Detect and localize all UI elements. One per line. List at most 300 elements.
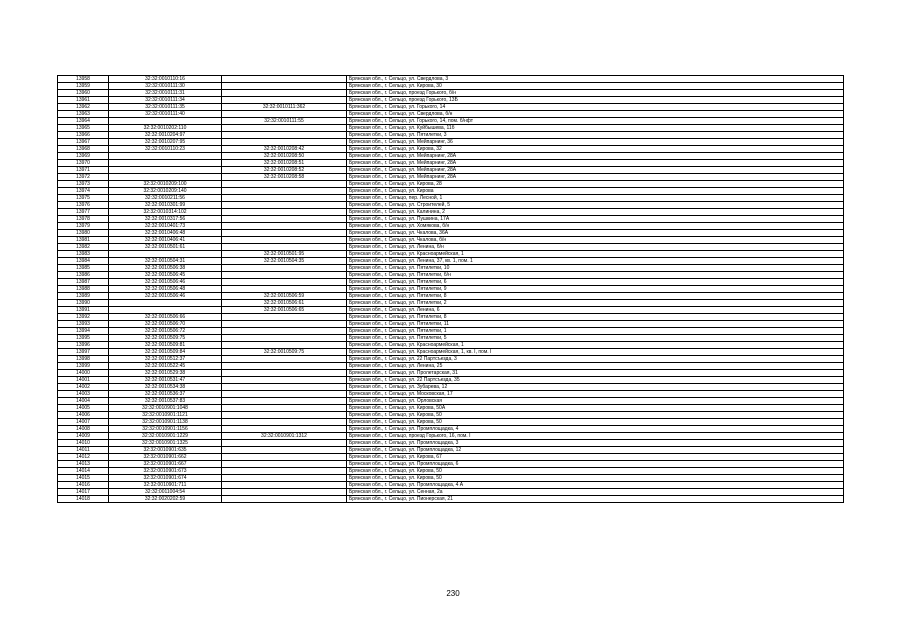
cadastral-number-cell: 32:32:0011004:54 bbox=[109, 489, 222, 496]
cadastral-number-cell: 32:32:0010401:73 bbox=[109, 223, 222, 230]
table-row bbox=[58, 468, 844, 475]
address-cell: Брянская обл., г. Сельцо, проезд Горького, 13Б bbox=[347, 97, 844, 104]
cadastral-number-cell: 32:32:0010901:1121 bbox=[109, 412, 222, 419]
cadastral-number-cell: 32:32:0010534:38 bbox=[109, 384, 222, 391]
row-number-cell: 14015 bbox=[58, 475, 109, 482]
address-cell: Брянская обл., г. Сельцо, ул. Промплощадка, 3 bbox=[347, 440, 844, 447]
table-row bbox=[58, 104, 844, 111]
table-row bbox=[58, 139, 844, 146]
table-row bbox=[58, 195, 844, 202]
address-cell: Брянская обл., г. Сельцо, ул. Зубарева, 12 bbox=[347, 384, 844, 391]
address-cell: Брянская обл., г. Сельцо, ул. Промплощадка, 4 bbox=[347, 426, 844, 433]
cadastral-number-cell: 32:32:0010512:37 bbox=[109, 356, 222, 363]
related-cadastral-number-cell bbox=[222, 216, 347, 223]
table-row bbox=[58, 454, 844, 461]
related-cadastral-number-cell bbox=[222, 244, 347, 251]
related-cadastral-number-cell bbox=[222, 83, 347, 90]
cadastral-number-cell bbox=[109, 160, 222, 167]
related-cadastral-number-cell: 32:32:0010208:58 bbox=[222, 174, 347, 181]
table-row bbox=[58, 419, 844, 426]
row-number-cell: 14012 bbox=[58, 454, 109, 461]
table-row bbox=[58, 125, 844, 132]
address-cell: Брянская обл., г. Сельцо, ул. Свердлова, 3 bbox=[347, 76, 844, 83]
row-number-cell: 14011 bbox=[58, 447, 109, 454]
related-cadastral-number-cell: 32:32:0010208:51 bbox=[222, 160, 347, 167]
cadastral-number-cell: 32:32:0010207:95 bbox=[109, 139, 222, 146]
related-cadastral-number-cell bbox=[222, 426, 347, 433]
address-cell: Брянская обл., г. Сельцо, ул. Кирова, 50 bbox=[347, 475, 844, 482]
table-row bbox=[58, 356, 844, 363]
row-number-cell: 14014 bbox=[58, 468, 109, 475]
table-row bbox=[58, 496, 844, 503]
row-number-cell: 13960 bbox=[58, 90, 109, 97]
related-cadastral-number-cell bbox=[222, 391, 347, 398]
cadastral-number-cell: 32:32:0010509:75 bbox=[109, 335, 222, 342]
address-cell: Брянская обл., г. Сельцо, ул. Пятилетки, 3 bbox=[347, 132, 844, 139]
related-cadastral-number-cell: 32:32:0010509:75 bbox=[222, 349, 347, 356]
row-number-cell: 13975 bbox=[58, 195, 109, 202]
address-cell: Брянская обл., г. Сельцо, ул. Кирова, 28 bbox=[347, 181, 844, 188]
related-cadastral-number-cell: 32:32:0010111:55 bbox=[222, 118, 347, 125]
related-cadastral-number-cell bbox=[222, 76, 347, 83]
cadastral-number-cell: 32:32:0010901:662 bbox=[109, 454, 222, 461]
related-cadastral-number-cell: 32:32:0010208:52 bbox=[222, 167, 347, 174]
table-row bbox=[58, 118, 844, 125]
address-cell: Брянская обл., г. Сельцо, ул. Ленина, б/н bbox=[347, 244, 844, 251]
row-number-cell: 13976 bbox=[58, 202, 109, 209]
table-row bbox=[58, 160, 844, 167]
table-row bbox=[58, 377, 844, 384]
row-number-cell: 13962 bbox=[58, 104, 109, 111]
address-cell: Брянская обл., г. Сельцо, ул. Красноармейская, 1, кв. I, пом. I bbox=[347, 349, 844, 356]
address-cell: Брянская обл., г. Сельцо, ул. 22 Партсъезда, 3 bbox=[347, 356, 844, 363]
related-cadastral-number-cell bbox=[222, 209, 347, 216]
cadastral-number-cell: 32:32:0010901:1138 bbox=[109, 419, 222, 426]
cadastral-number-cell: 32:32:0010901:1156 bbox=[109, 426, 222, 433]
table-row bbox=[58, 167, 844, 174]
row-number-cell: 13988 bbox=[58, 286, 109, 293]
row-number-cell: 13971 bbox=[58, 167, 109, 174]
table-row bbox=[58, 447, 844, 454]
address-cell: Брянская обл., г. Сельцо, ул. Хомякова, б/н bbox=[347, 223, 844, 230]
related-cadastral-number-cell bbox=[222, 237, 347, 244]
related-cadastral-number-cell bbox=[222, 195, 347, 202]
related-cadastral-number-cell bbox=[222, 97, 347, 104]
table-row bbox=[58, 230, 844, 237]
row-number-cell: 13980 bbox=[58, 230, 109, 237]
table-row bbox=[58, 188, 844, 195]
row-number-cell: 14016 bbox=[58, 482, 109, 489]
address-cell: Брянская обл., г. Сельцо, проезд Горького, 16, пом. I bbox=[347, 433, 844, 440]
address-cell: Брянская обл., г. Сельцо, ул. Пятилетки, 9 bbox=[347, 286, 844, 293]
table-row bbox=[58, 482, 844, 489]
related-cadastral-number-cell bbox=[222, 335, 347, 342]
table-row bbox=[58, 132, 844, 139]
table-row bbox=[58, 237, 844, 244]
related-cadastral-number-cell bbox=[222, 202, 347, 209]
related-cadastral-number-cell bbox=[222, 321, 347, 328]
row-number-cell: 14013 bbox=[58, 461, 109, 468]
address-cell: Брянская обл., г. Сельцо, ул. Кирова, 67 bbox=[347, 454, 844, 461]
address-cell: Брянская обл., г. Сельцо, ул. Чкалова, 36А bbox=[347, 230, 844, 237]
cadastral-number-cell: 32:32:0010506:45 bbox=[109, 272, 222, 279]
cadastral-number-cell: 32:32:0010529:38 bbox=[109, 370, 222, 377]
cadastral-number-cell: 32:32:0010406:41 bbox=[109, 237, 222, 244]
row-number-cell: 13977 bbox=[58, 209, 109, 216]
address-cell: Брянская обл., г. Сельцо, ул. Пионерская, 21 bbox=[347, 496, 844, 503]
address-cell: Брянская обл., г. Сельцо, ул. Пятилетки, 5 bbox=[347, 335, 844, 342]
related-cadastral-number-cell bbox=[222, 265, 347, 272]
row-number-cell: 13970 bbox=[58, 160, 109, 167]
table-row bbox=[58, 426, 844, 433]
address-cell: Брянская обл., г. Сельцо, ул. Пятилетки, 6 bbox=[347, 279, 844, 286]
row-number-cell: 13978 bbox=[58, 216, 109, 223]
row-number-cell: 13965 bbox=[58, 125, 109, 132]
address-cell: Брянская обл., г. Сельцо, ул. Пятилетки, б/н bbox=[347, 272, 844, 279]
address-cell: Брянская обл., г. Сельцо, ул. Пятилетки, 8 bbox=[347, 293, 844, 300]
related-cadastral-number-cell: 32:32:0010208:42 bbox=[222, 146, 347, 153]
cadastral-number-cell: 32:32:0010901:1325 bbox=[109, 440, 222, 447]
table-row bbox=[58, 335, 844, 342]
cadastral-number-cell: 32:32:0010901:1229 bbox=[109, 433, 222, 440]
related-cadastral-number-cell bbox=[222, 139, 347, 146]
cadastral-number-cell bbox=[109, 153, 222, 160]
address-cell: Брянская обл., г. Сельцо, ул. Мейпарнинг, 28А bbox=[347, 167, 844, 174]
related-cadastral-number-cell bbox=[222, 356, 347, 363]
address-cell: Брянская обл., г. Сельцо, ул. Ленина, 25 bbox=[347, 363, 844, 370]
row-number-cell: 13987 bbox=[58, 279, 109, 286]
related-cadastral-number-cell bbox=[222, 377, 347, 384]
cadastral-number-cell: 32:32:0010111:34 bbox=[109, 97, 222, 104]
related-cadastral-number-cell bbox=[222, 363, 347, 370]
table-row bbox=[58, 412, 844, 419]
table-row bbox=[58, 321, 844, 328]
related-cadastral-number-cell bbox=[222, 475, 347, 482]
address-cell: Брянская обл., г. Сельцо, ул. Калинина, 2 bbox=[347, 209, 844, 216]
row-number-cell: 13979 bbox=[58, 223, 109, 230]
table-row bbox=[58, 384, 844, 391]
cadastral-number-cell: 32:32:0010901:667 bbox=[109, 461, 222, 468]
cadastral-number-cell: 32:32:0010111:40 bbox=[109, 111, 222, 118]
table-row bbox=[58, 461, 844, 468]
row-number-cell: 13964 bbox=[58, 118, 109, 125]
related-cadastral-number-cell bbox=[222, 125, 347, 132]
row-number-cell: 13995 bbox=[58, 335, 109, 342]
table-row bbox=[58, 405, 844, 412]
table-row bbox=[58, 265, 844, 272]
address-cell: Брянская обл., г. Сельцо, ул. Промплощадка, 4 А bbox=[347, 482, 844, 489]
row-number-cell: 13985 bbox=[58, 265, 109, 272]
row-number-cell: 13961 bbox=[58, 97, 109, 104]
cadastral-number-cell: 32:32:0010901:1048 bbox=[109, 405, 222, 412]
related-cadastral-number-cell bbox=[222, 272, 347, 279]
related-cadastral-number-cell bbox=[222, 405, 347, 412]
address-cell: Брянская обл., г. Сельцо, ул. Красноармейская, 1 bbox=[347, 251, 844, 258]
address-cell: Брянская обл., г. Сельцо, ул. Горького, 14 bbox=[347, 104, 844, 111]
cadastral-number-cell: 32:32:0010506:72 bbox=[109, 328, 222, 335]
related-cadastral-number-cell bbox=[222, 111, 347, 118]
cadastral-number-cell: 32:32:0010901:635 bbox=[109, 447, 222, 454]
address-cell: Брянская обл., г. Сельцо, ул. Кирова, 32 bbox=[347, 146, 844, 153]
row-number-cell: 14017 bbox=[58, 489, 109, 496]
related-cadastral-number-cell bbox=[222, 419, 347, 426]
cadastral-number-cell: 32:32:0010506:48 bbox=[109, 286, 222, 293]
row-number-cell: 13973 bbox=[58, 181, 109, 188]
related-cadastral-number-cell bbox=[222, 489, 347, 496]
row-number-cell: 14008 bbox=[58, 426, 109, 433]
table-row bbox=[58, 293, 844, 300]
row-number-cell: 14018 bbox=[58, 496, 109, 503]
row-number-cell: 13991 bbox=[58, 307, 109, 314]
related-cadastral-number-cell bbox=[222, 447, 347, 454]
table-row bbox=[58, 489, 844, 496]
address-cell: Брянская обл., г. Сельцо, ул. Горького, 14, пом. б/нфт bbox=[347, 118, 844, 125]
table-row bbox=[58, 216, 844, 223]
address-cell: Брянская обл., г. Сельцо, ул. Сенная, 2а bbox=[347, 489, 844, 496]
related-cadastral-number-cell bbox=[222, 132, 347, 139]
row-number-cell: 14009 bbox=[58, 433, 109, 440]
cadastral-number-cell bbox=[109, 300, 222, 307]
address-cell: Брянская обл., г. Сельцо, ул. Строителей, 5 bbox=[347, 202, 844, 209]
address-cell: Брянская обл., г. Сельцо, ул. Пятилетки, 10 bbox=[347, 265, 844, 272]
row-number-cell: 13993 bbox=[58, 321, 109, 328]
table-row bbox=[58, 314, 844, 321]
related-cadastral-number-cell: 32:32:0010901:1312 bbox=[222, 433, 347, 440]
cadastral-number-cell: 32:32:0010111:31 bbox=[109, 90, 222, 97]
address-cell: Брянская обл., г. Сельцо, ул. Кирова, 50 bbox=[347, 468, 844, 475]
address-cell: Брянская обл., г. Сельцо, ул. Куйбышева, 11б bbox=[347, 125, 844, 132]
cadastral-number-cell bbox=[109, 167, 222, 174]
row-number-cell: 13958 bbox=[58, 76, 109, 83]
related-cadastral-number-cell bbox=[222, 412, 347, 419]
address-cell: Брянская обл., г. Сельцо, проезд Горького, б/н bbox=[347, 90, 844, 97]
table-row bbox=[58, 153, 844, 160]
row-number-cell: 13989 bbox=[58, 293, 109, 300]
related-cadastral-number-cell bbox=[222, 342, 347, 349]
related-cadastral-number-cell: 32:32:0010506:61 bbox=[222, 300, 347, 307]
table-row bbox=[58, 97, 844, 104]
table-row bbox=[58, 349, 844, 356]
related-cadastral-number-cell bbox=[222, 461, 347, 468]
related-cadastral-number-cell bbox=[222, 440, 347, 447]
table-row bbox=[58, 258, 844, 265]
cadastral-number-cell: 32:32:0010531:47 bbox=[109, 377, 222, 384]
address-cell: Брянская обл., г. Сельцо, ул. 22 Партсъезда, 35 bbox=[347, 377, 844, 384]
row-number-cell: 13981 bbox=[58, 237, 109, 244]
row-number-cell: 14005 bbox=[58, 405, 109, 412]
address-cell: Брянская обл., г. Сельцо, ул. Мейпарнинг, 28А bbox=[347, 153, 844, 160]
table-row bbox=[58, 398, 844, 405]
cadastral-number-cell: 32:32:0010537:83 bbox=[109, 398, 222, 405]
table-row bbox=[58, 209, 844, 216]
cadastral-number-cell bbox=[109, 307, 222, 314]
address-cell: Брянская обл., г. Сельцо, ул. Пятилетки, 11 bbox=[347, 321, 844, 328]
cadastral-number-cell: 32:32:0010522:45 bbox=[109, 363, 222, 370]
row-number-cell: 13990 bbox=[58, 300, 109, 307]
related-cadastral-number-cell: 32:32:0010504:35 bbox=[222, 258, 347, 265]
table-row bbox=[58, 272, 844, 279]
address-cell: Брянская обл., г. Сельцо, ул. Кирова, 50 bbox=[347, 419, 844, 426]
row-number-cell: 13994 bbox=[58, 328, 109, 335]
address-cell: Брянская обл., г. Сельцо, ул. Мейпарнинг, 36 bbox=[347, 139, 844, 146]
related-cadastral-number-cell: 32:32:0010506:59 bbox=[222, 293, 347, 300]
cadastral-number-cell: 32:32:0010204:97 bbox=[109, 132, 222, 139]
row-number-cell: 13983 bbox=[58, 251, 109, 258]
address-cell: Брянская обл., г. Сельцо, ул. Пятилетки, 8 bbox=[347, 314, 844, 321]
cadastral-number-cell: 32:32:0010509:81 bbox=[109, 342, 222, 349]
related-cadastral-number-cell: 32:32:0010501:95 bbox=[222, 251, 347, 258]
cadastral-number-cell: 32:32:0020202:59 bbox=[109, 496, 222, 503]
row-number-cell: 13997 bbox=[58, 349, 109, 356]
table-row bbox=[58, 244, 844, 251]
cadastral-number-cell: 32:32:0010504:31 bbox=[109, 258, 222, 265]
related-cadastral-number-cell bbox=[222, 223, 347, 230]
row-number-cell: 13984 bbox=[58, 258, 109, 265]
address-cell: Брянская обл., г. Сельцо, ул. Кирова, 30 bbox=[347, 83, 844, 90]
related-cadastral-number-cell bbox=[222, 279, 347, 286]
row-number-cell: 13992 bbox=[58, 314, 109, 321]
cadastral-number-cell: 32:32:0010506:38 bbox=[109, 265, 222, 272]
row-number-cell: 13969 bbox=[58, 153, 109, 160]
row-number-cell: 13999 bbox=[58, 363, 109, 370]
cadastral-number-cell: 32:32:0010314:102 bbox=[109, 209, 222, 216]
property-registry-table bbox=[57, 75, 844, 503]
related-cadastral-number-cell bbox=[222, 468, 347, 475]
row-number-cell: 14000 bbox=[58, 370, 109, 377]
cadastral-number-cell: 32:32:0010406:48 bbox=[109, 230, 222, 237]
table-row bbox=[58, 146, 844, 153]
table-row bbox=[58, 111, 844, 118]
table-row bbox=[58, 440, 844, 447]
related-cadastral-number-cell bbox=[222, 230, 347, 237]
cadastral-number-cell: 32:32:0010211:56 bbox=[109, 195, 222, 202]
cadastral-number-cell bbox=[109, 251, 222, 258]
address-cell: Брянская обл., г. Сельцо, ул. Мейпарнинг, 28А bbox=[347, 174, 844, 181]
table-row bbox=[58, 370, 844, 377]
cadastral-number-cell: 32:32:0010202:110 bbox=[109, 125, 222, 132]
table-row bbox=[58, 286, 844, 293]
row-number-cell: 13968 bbox=[58, 146, 109, 153]
table-row bbox=[58, 251, 844, 258]
table-row bbox=[58, 83, 844, 90]
cadastral-number-cell: 32:32:0010209:100 bbox=[109, 181, 222, 188]
table-row bbox=[58, 300, 844, 307]
related-cadastral-number-cell bbox=[222, 328, 347, 335]
row-number-cell: 13998 bbox=[58, 356, 109, 363]
cadastral-number-cell: 32:32:0010506:70 bbox=[109, 321, 222, 328]
table-row bbox=[58, 363, 844, 370]
table-row bbox=[58, 76, 844, 83]
row-number-cell: 13996 bbox=[58, 342, 109, 349]
cadastral-number-cell: 32:32:0010111:30 bbox=[109, 83, 222, 90]
row-number-cell: 14004 bbox=[58, 398, 109, 405]
related-cadastral-number-cell: 32:32:0010506:65 bbox=[222, 307, 347, 314]
related-cadastral-number-cell bbox=[222, 482, 347, 489]
address-cell: Брянская обл., г. Сельцо, ул. Орловская bbox=[347, 398, 844, 405]
table-row bbox=[58, 279, 844, 286]
row-number-cell: 14007 bbox=[58, 419, 109, 426]
cadastral-number-cell: 32:32:0010209:140 bbox=[109, 188, 222, 195]
cadastral-number-cell: 32:32:0010901:674 bbox=[109, 475, 222, 482]
address-cell: Брянская обл., г. Сельцо, ул. Чкалова, б/н bbox=[347, 237, 844, 244]
address-cell: Брянская обл., г. Сельцо, ул. Свердлова, б/н bbox=[347, 111, 844, 118]
cadastral-number-cell: 32:32:0010536:37 bbox=[109, 391, 222, 398]
row-number-cell: 14006 bbox=[58, 412, 109, 419]
related-cadastral-number-cell: 32:32:0010208:50 bbox=[222, 153, 347, 160]
row-number-cell: 13974 bbox=[58, 188, 109, 195]
table-row bbox=[58, 342, 844, 349]
cadastral-number-cell: 32:32:0010901:711 bbox=[109, 482, 222, 489]
address-cell: Брянская обл., г. Сельцо, пер. Лесной, 1 bbox=[347, 195, 844, 202]
table-row bbox=[58, 181, 844, 188]
cadastral-number-cell: 32:32:0010301:99 bbox=[109, 202, 222, 209]
row-number-cell: 13959 bbox=[58, 83, 109, 90]
related-cadastral-number-cell bbox=[222, 454, 347, 461]
address-cell: Брянская обл., г. Сельцо, ул. Пролетарская, 31 bbox=[347, 370, 844, 377]
address-cell: Брянская обл., г. Сельцо, ул. Московская, 17 bbox=[347, 391, 844, 398]
row-number-cell: 13986 bbox=[58, 272, 109, 279]
address-cell: Брянская обл., г. Сельцо, ул. Промплощадка, 6 bbox=[347, 461, 844, 468]
row-number-cell: 13966 bbox=[58, 132, 109, 139]
related-cadastral-number-cell bbox=[222, 181, 347, 188]
table-row bbox=[58, 223, 844, 230]
table-row bbox=[58, 90, 844, 97]
cadastral-number-cell: 32:32:0010110:16 bbox=[109, 76, 222, 83]
row-number-cell: 14010 bbox=[58, 440, 109, 447]
address-cell: Брянская обл., г. Сельцо, ул. Кирова bbox=[347, 188, 844, 195]
related-cadastral-number-cell bbox=[222, 398, 347, 405]
table-row bbox=[58, 174, 844, 181]
row-number-cell: 13967 bbox=[58, 139, 109, 146]
row-number-cell: 14002 bbox=[58, 384, 109, 391]
row-number-cell: 13972 bbox=[58, 174, 109, 181]
cadastral-number-cell: 32:32:0010506:46 bbox=[109, 293, 222, 300]
table-row bbox=[58, 328, 844, 335]
related-cadastral-number-cell: 32:32:0010111:362 bbox=[222, 104, 347, 111]
cadastral-number-cell: 32:32:0010901:673 bbox=[109, 468, 222, 475]
row-number-cell: 14003 bbox=[58, 391, 109, 398]
row-number-cell: 13963 bbox=[58, 111, 109, 118]
related-cadastral-number-cell bbox=[222, 314, 347, 321]
related-cadastral-number-cell bbox=[222, 384, 347, 391]
cadastral-number-cell: 32:32:0010506:46 bbox=[109, 279, 222, 286]
address-cell: Брянская обл., г. Сельцо, ул. Пятилетки, 2 bbox=[347, 300, 844, 307]
address-cell: Брянская обл., г. Сельцо, ул. Пушкина, 17А bbox=[347, 216, 844, 223]
cadastral-number-cell bbox=[109, 174, 222, 181]
cadastral-number-cell: 32:32:0010501:61 bbox=[109, 244, 222, 251]
address-cell: Брянская обл., г. Сельцо, ул. Кирова, 50 bbox=[347, 412, 844, 419]
related-cadastral-number-cell bbox=[222, 496, 347, 503]
address-cell: Брянская обл., г. Сельцо, ул. Мейпарнинг, 28А bbox=[347, 160, 844, 167]
cadastral-number-cell bbox=[109, 118, 222, 125]
address-cell: Брянская обл., г. Сельцо, ул. Промплощадка, 12 bbox=[347, 447, 844, 454]
address-cell: Брянская обл., г. Сельцо, ул. Пятилетки, 1 bbox=[347, 328, 844, 335]
related-cadastral-number-cell bbox=[222, 90, 347, 97]
table-row bbox=[58, 391, 844, 398]
cadastral-number-cell: 32:32:0010110:23 bbox=[109, 146, 222, 153]
related-cadastral-number-cell bbox=[222, 370, 347, 377]
address-cell: Брянская обл., г. Сельцо, ул. Красноармейская, 1 bbox=[347, 342, 844, 349]
cadastral-number-cell: 32:32:0010506:66 bbox=[109, 314, 222, 321]
row-number-cell: 13982 bbox=[58, 244, 109, 251]
cadastral-number-cell: 32:32:0010509:84 bbox=[109, 349, 222, 356]
table-row bbox=[58, 475, 844, 482]
table-row bbox=[58, 202, 844, 209]
related-cadastral-number-cell bbox=[222, 286, 347, 293]
cadastral-number-cell: 32:32:0010317:56 bbox=[109, 216, 222, 223]
row-number-cell: 14001 bbox=[58, 377, 109, 384]
address-cell: Брянская обл., г. Сельцо, ул. Ленина, 37, кв. 1, пом. 1 bbox=[347, 258, 844, 265]
